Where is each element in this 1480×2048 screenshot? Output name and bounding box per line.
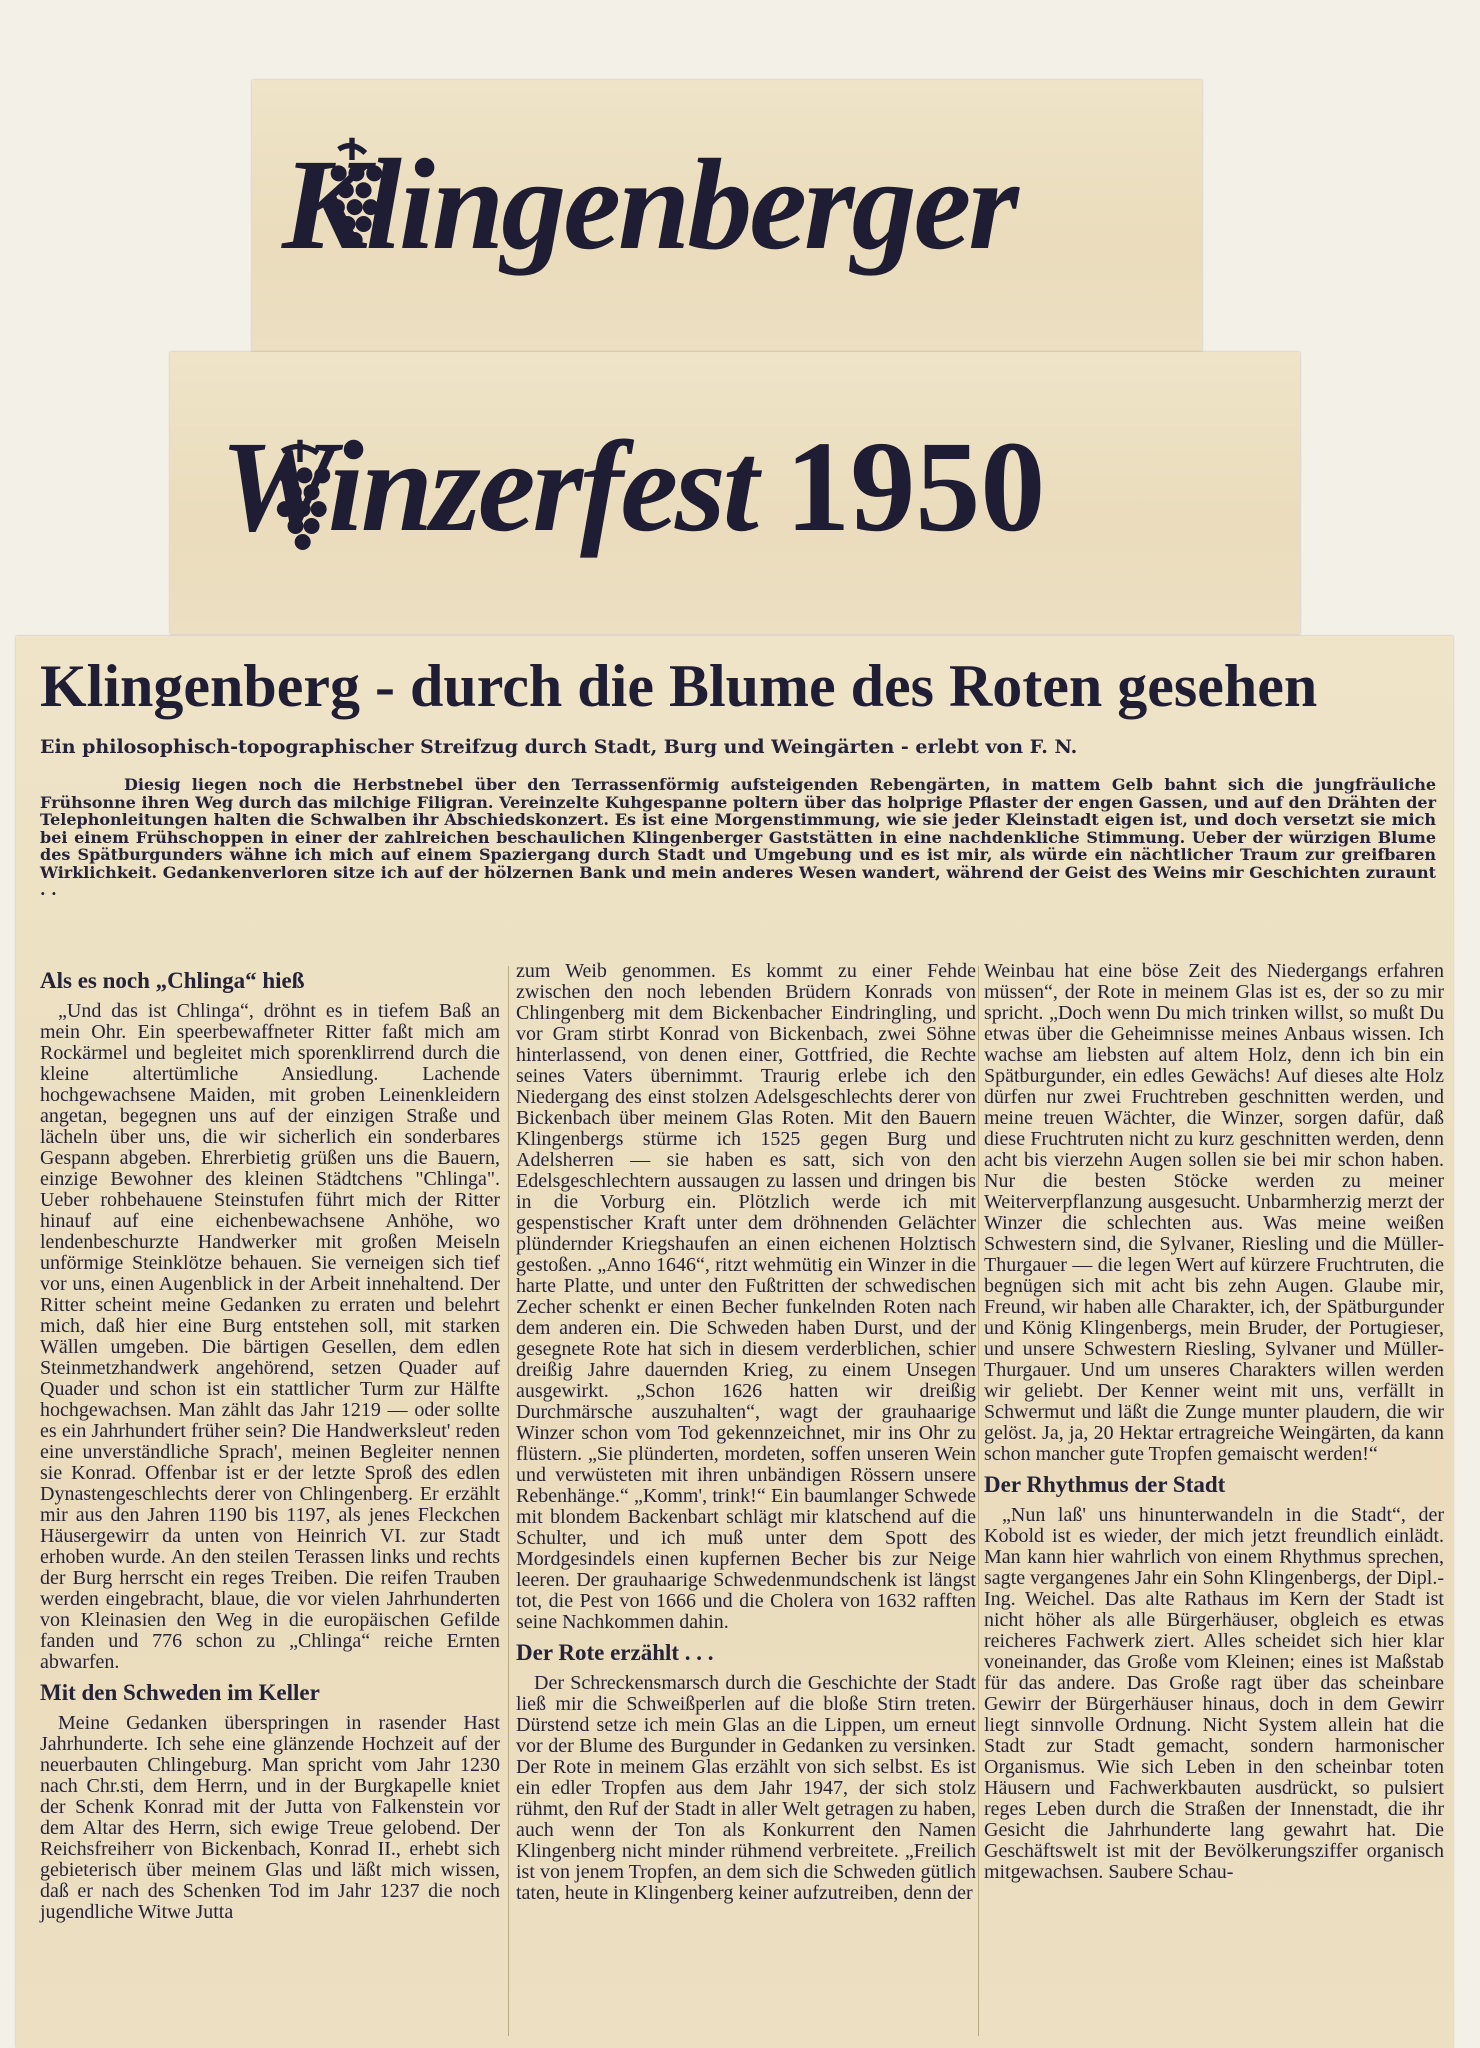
section-text: Weinbau hat eine böse Zeit des Niedergangs erfahren müssen“, der Rote in meinem Glas ist es, der so zu mir spricht. „Doch wenn Du mich trinken willst, so mußt Du etwas über die Geheimnisse meines Anbaus wissen. Ich wachse am liebsten auf altem Holz, denn ich bin ein Spätburgunder, ein edles Gewächs! Auf dieses alte Holz dürfen nur zwei Fruchtreben geschnitten werden, und meine treuen Wächter, die Winzer, sorgen dafür, daß diese Fruchtruten nicht zu kurz geschnitten werden, denn acht bis vierzehn Augen sollen sie bei mir schon haben. Nur die besten Stöcke werden zu meiner Weiterverpflanzung ausgesucht. Unbarmherzig merzt der Winzer die schlechten aus. Was meine weißen Schwestern sind, die Sylvaner, Riesling und die Müller-Thurgauer — die legen Wert auf kürzere Fruchtruten, die begnügen sich mit acht bis zehn Augen. Glaube mir, Freund, wir haben alle Charakter, ich, der Spätburgunder und König Klingenbergs, mein Bruder, der Portugieser, und unsere Schwestern Riesling, Sylvaner und Müller-Thurgauer. Und um unseres Charakters willen werden wir geliebt. Der Kenner weint mit uns, verfällt in Schwermut und läßt die Zunge munter plaudern, die wir gelöst. Ja, ja, 20 Hektar ertragreiche Weingärten, da kann schon mancher gute Tropfen gemaischt werden!“: [984, 960, 1444, 1465]
article-subtitle: Ein philosophisch-topographischer Streifzug durch Stadt, Burg und Weingärten - erlebt von F. N.: [40, 736, 1078, 758]
festival-name: Winzerfest: [220, 415, 756, 559]
masthead-winzerfest-clipping: [170, 352, 1300, 634]
section-text: „Nun laß' uns hinunterwandeln in die Stadt“, der Kobold ist es wieder, der mich jetzt freundlich einlädt. Man kann hier wahrlich von einem Rhythmus sprechen, sagte vergangenes Jahr ein Sohn Klingenbergs, der Dipl.-Ing. Weichel. Das alte Rathaus im Kern der Stadt ist nicht höher als alle Bürgerhäuser, obgleich es etwas reicheres Fachwerk ziert. Alles scheidet sich hier klar voneinander, das Große vom Kleinen; eines ist Maßstab für das andere. Das Große ragt über das scheinbare Gewirr der Bürgerhäuser hinaus, doch in dem Gewirr liegt sinnvolle Ordnung. Nicht System allein hat die Stadt zur Stadt gemacht, sondern harmonischer Organismus. Wie sich Leben in den scheinbar toten Häusern und Fachwerkbauten ausdrückt, so pulsiert reges Leben durch die Straßen der Innenstadt, die ihr Gesicht die Jahrhunderte lang gewahrt hat. Die Geschäftswelt ist mit der Bevölkerungsziffer organisch mitgewachsen. Saubere Schau-: [984, 1504, 1444, 1883]
section-heading: Als es noch „Chlinga“ hieß: [40, 968, 305, 993]
section-heading: Der Rhythmus der Stadt: [984, 1472, 1226, 1497]
section-text: zum Weib genommen. Es kommt zu einer Fehde zwischen den noch lebenden Brüdern Konrads von Chlingenberg mit dem Bickenbacher Eindringling, und vor Gram stirbt Konrad von Bickenbach, zwei Söhne hinterlassend, von denen einer, Gottfried, die Rechte seines Vaters übernimmt. Traurig erlebe ich den Niedergang des einst stolzen Adelsgeschlechts derer von Bickenbach über meinem Glas Roten. Mit den Bauern Klingenbergs stürme ich 1525 gegen Burg und Adelsherren — sie haben es satt, sich von den Edelsgeschlechtern aussaugen zu lassen und dringen bis in die Vorburg ein. Plötzlich werde ich mit gespenstischer Kraft unter dem dröhnenden Gelächter plündernder Kriegshaufen an einen eichenen Holztisch gestoßen. „Anno 1646“, ritzt wehmütig ein Winzer in die harte Platte, und unter den Fußtritten der schwedischen Zecher schenkt er einen Becher funkelnden Roten nach dem anderen ein. Die Schweden haben Durst, und der gesegnete Rote hat sich in diesem verderblichen, schier dreißig Jahre dauernden Krieg, zu einem Unsegen ausgewirkt. „Schon 1626 hatten wir dreißig Durchmärsche auszuhalten“, wagt der grauhaarige Winzer schon vom Tod gekennzeichnet, mir ins Ohr zu flüstern. „Sie plünderten, mordeten, soffen unseren Wein und verwüsteten mit ihren unbändigen Rössern unsere Rebenhänge.“ „Komm', trink!“ Ein baumlanger Schwede mit blondem Backenbart schlägt mir klatschend auf die Schulter, und ich muß unter dem Spott des Mordgesindels einen kupfernen Becher bis zur Neige leeren. Der grauhaarige Schwedenmundschenk ist längst tot, die Pest von 1666 und die Cholera von 1632 rafften seine Nachkommen dahin.: [516, 960, 976, 1633]
article-intro: Diesig liegen noch die Herbstnebel über den Terrassenförmig aufsteigenden Rebengärten, in mattem Gelb bahnt sich die jungfräuliche Frühsonne ihren Weg durch das milchige Filigran. Vereinzelte Kuhgespanne poltern über das holprige Pflaster der engen Gassen, und auf den Drähten der Telephonleitungen halten die Schwalben ihr Abschiedskonzert. Es ist eine Morgenstimmung, wie sie jeder Kleinstadt eigen ist, und doch versetzt sie mich bei einem Frühschoppen in einer der zahlreichen beschaulichen Klingenberger Gaststätten in eine nachdenkliche Stimmung. Ueber der würzigen Blume des Spätburgunders wähne ich mich auf einem Spaziergang durch Stadt und Umgebung und es ist mir, als würde ein nächtlicher Traum zur greifbaren Wirklichkeit. Gedankenverloren sitze ich auf der hölzernen Bank und mein anderes Wesen wandert, während der Geist des Weins mir Geschichten zuraunt . .: [40, 775, 1436, 899]
article-column-3: [984, 961, 1444, 1883]
column-divider: [978, 966, 979, 2036]
section-heading: Der Rote erzählt . . .: [516, 1640, 714, 1665]
article-headline: Klingenberg - durch die Blume des Roten gesehen: [40, 653, 1318, 719]
article-column-1: [40, 961, 500, 1923]
masthead-title: Klingenberger: [282, 133, 1016, 277]
article-clipping: [16, 636, 1453, 2048]
column-divider: [508, 966, 509, 2036]
festival-year: 1950: [785, 415, 1046, 559]
festival-title: [220, 392, 1045, 582]
masthead-klingenberger-clipping: [252, 80, 1202, 352]
article-column-2: [516, 961, 976, 1904]
section-text: Der Schreckensmarsch durch die Geschichte der Stadt ließ mir die Schweißperlen auf die bloße Stirn treten. Dürstend setze ich mein Glas an die Lippen, um erneut vor der Blume des Burgunder in Gedanken zu versinken. Der Rote in meinem Glas erzählt von sich selbst. Es ist ein edler Tropfen aus dem Jahr 1947, der sich stolz rühmt, den Ruf der Stadt in aller Welt getragen zu haben, auch wenn der Ton als Konkurrent den Namen Klingenberg nicht minder rühmend verbreitete. „Freilich ist von jenem Tropfen, an dem sich die Schweden gütlich taten, heute in Klingenberg keiner aufzutreiben, denn der: [516, 1672, 976, 1904]
section-text: „Und das ist Chlinga“, dröhnt es in tiefem Baß an mein Ohr. Ein speerbewaffneter Ritter faßt mich am Rockärmel und begleitet mich sporenklirrend durch die kleine altertümliche Ansiedlung. Lachende hochgewachsene Maiden, mit groben Leinenkleidern angetan, begegnen uns auf der einzigen Straße und lächeln über uns, die wir sicherlich ein sonderbares Gespann abgeben. Ehrerbietig grüßen uns die Bauern, einzige Bewohner des kleinen Städtchens "Chlinga". Ueber rohbehauene Steinstufen führt mich der Ritter hinauf auf eine eichenbewachsene Anhöhe, wo lendenbeschurzte Handwerker mit großen Meiseln unförmige Steinklötze behauen. Sie verneigen sich tief vor uns, einen Augenblick in der Arbeit innehaltend. Der Ritter scheint meine Gedanken zu erraten und belehrt mich, daß hier eine Burg entstehen soll, mit starken Wällen umgeben. Die bärtigen Gesellen, dem edlen Steinmetzhandwerk angehörend, setzen Quader auf Quader und schon ist ein stattlicher Turm zur Hälfte hochgewachsen. Man zählt das Jahr 1219 — oder sollte es ein Jahrhundert früher sein? Die Handwerksleut' reden eine unverständliche Sprach', meinen Begleiter nennen sie Konrad. Offenbar ist er der letzte Sproß des edlen Dynastengeschlechts derer von Chlingenberg. Er erzählt mir aus den Jahren 1190 bis 1197, als jenes Fleckchen Häusergewirr da unten von Heinrich VI. zur Stadt erhoben wurde. An den steilen Terassen links und rechts der Burg herrscht ein reges Treiben. Die reifen Trauben werden eingebracht, blaue, die vor vielen Jahrhunderten von Kleinasien den Weg in die europäischen Gefilde fanden und 776 schon zu „Chlinga“ reiche Ernten abwarfen.: [40, 1000, 500, 1673]
section-heading: Mit den Schweden im Keller: [40, 1680, 320, 1705]
section-text: Meine Gedanken überspringen in rasender Hast Jahrhunderte. Ich sehe eine glänzende Hochzeit auf der neuerbauten Chlingeburg. Man spricht vom Jahr 1230 nach Chr.sti, dem Herrn, und in der Burgkapelle kniet der Schenk Konrad mit der Jutta von Falkenstein vor dem Altar des Herrn, sich ewige Treue gelobend. Der Reichsfreiherr von Bickenbach, Konrad II., erhebt sich gebieterisch über meinem Glas und läßt mich wissen, daß er nach des Schenken Tod im Jahr 1237 die noch jugendliche Witwe Jutta: [40, 1712, 500, 1923]
